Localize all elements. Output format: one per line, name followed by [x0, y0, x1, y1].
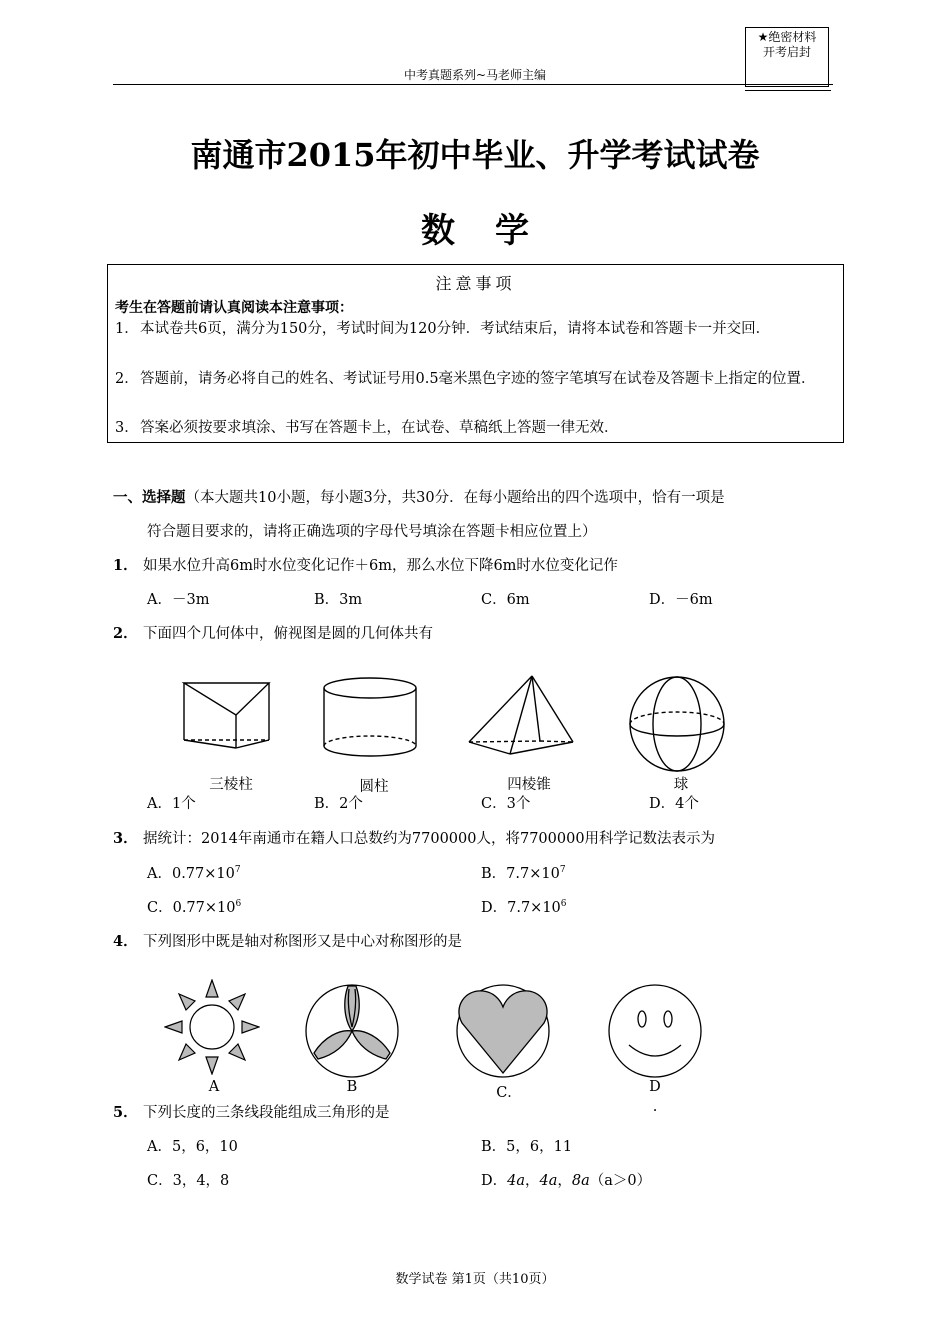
header-series-text: 中考真题系列~马老师主编 — [403, 68, 547, 82]
sphere-figure — [626, 674, 730, 774]
notice-intro: 考生在答题前请认真阅读本注意事项： — [115, 300, 353, 316]
notice-item-text: 答案必须按要求填涂、书写在答题卡上，在试卷、草稿纸上答题一律无效． — [140, 420, 619, 436]
question-4 — [113, 930, 462, 951]
secret-stamp-line2: 开考启封 — [762, 45, 811, 59]
option-a: A．－3m — [147, 592, 210, 608]
figure-caption: 球 — [673, 777, 689, 793]
question-text: 如果水位升高6m时水位变化记作＋6m，那么水位下降6m时水位变化记作 — [143, 558, 618, 574]
secret-stamp — [745, 27, 829, 87]
option-b: B．3m — [314, 592, 363, 608]
question-number: 3． — [113, 830, 138, 847]
question-number: 1． — [113, 557, 138, 574]
figure-caption: 三棱柱 — [209, 777, 253, 793]
propeller-figure — [304, 983, 400, 1079]
cylinder-figure — [320, 674, 424, 762]
notice-item-number: 1． — [115, 321, 139, 337]
question-3 — [113, 827, 715, 848]
question-text: 下面四个几何体中，俯视图是圆的几何体共有 — [143, 626, 433, 642]
option-c: C．3个 — [481, 796, 531, 812]
question-text: 据统计：2014年南通市在籍人口总数约为7700000人，将7700000用科学记数法表示为 — [143, 831, 716, 847]
option-d — [481, 896, 567, 917]
option-exponent: 7 — [559, 865, 566, 876]
secret-stamp-line1: ★绝密材料 — [757, 30, 817, 44]
figure-caption: B — [346, 1079, 358, 1095]
notice-item — [115, 367, 840, 392]
notice-item — [115, 317, 840, 342]
figure-caption: C． — [496, 1085, 522, 1101]
option-base: C．0.77×10 — [147, 900, 236, 916]
exam-subject: 数学 — [421, 211, 569, 251]
figure-caption: 四棱锥 — [507, 777, 551, 793]
option-term: 8a — [571, 1173, 590, 1189]
section-description: （本大题共10小题，每小题3分，共30分．在每小题给出的四个选项中，恰有一项是 — [185, 490, 725, 506]
notice-box — [107, 264, 844, 443]
secret-stamp-underline — [745, 90, 831, 91]
option-exponent: 6 — [560, 899, 567, 910]
option-condition: （a＞0） — [589, 1173, 652, 1189]
option-separator: ， — [557, 1173, 572, 1189]
question-number: 5． — [113, 1104, 138, 1121]
notice-item — [115, 416, 840, 441]
notice-item-number: 2． — [115, 371, 139, 387]
option-a: A．5，6，10 — [147, 1139, 238, 1155]
header-rule — [113, 84, 833, 85]
option-base: B．7.7×10 — [481, 866, 560, 882]
option-exponent: 7 — [234, 865, 241, 876]
option-exponent: 6 — [235, 899, 242, 910]
exam-title: 南通市2015年初中毕业、升学考试试卷 — [190, 136, 760, 174]
notice-item-number: 3． — [115, 420, 139, 436]
option-a — [147, 862, 241, 883]
triangular-prism-figure — [176, 678, 276, 750]
figure-caption: A — [208, 1079, 220, 1095]
option-c: C．3，4，8 — [147, 1173, 230, 1189]
option-base: D．7.7×10 — [481, 900, 561, 916]
option-c: C．6m — [481, 592, 530, 608]
option-prefix: D． — [481, 1173, 508, 1189]
question-number: 2． — [113, 625, 138, 642]
figure-caption: D — [649, 1079, 661, 1095]
option-d: D．4个 — [649, 796, 699, 812]
notice-heading: 注意事项 — [435, 274, 516, 293]
page-footer: 数学试卷 第1页（共10页） — [395, 1272, 555, 1287]
question-text: 下列图形中既是轴对称图形又是中心对称图形的是 — [143, 934, 462, 950]
question-2 — [113, 622, 433, 643]
option-term: 4a — [507, 1173, 526, 1189]
question-number: 4． — [113, 933, 138, 950]
sun-figure — [164, 979, 260, 1075]
section-label: 一、选择题 — [113, 490, 186, 506]
option-a: A．1个 — [147, 796, 196, 812]
stray-period: . — [652, 1099, 658, 1115]
square-pyramid-figure — [465, 672, 577, 762]
section-description-cont: 符合题目要求的，请将正确选项的字母代号填涂在答题卡相应位置上） — [147, 524, 597, 540]
heart-figure — [455, 983, 551, 1079]
question-5 — [113, 1101, 390, 1122]
figure-caption: 圆柱 — [359, 779, 389, 795]
option-d — [481, 1169, 651, 1190]
option-b: B．2个 — [314, 796, 363, 812]
option-separator: ， — [525, 1173, 540, 1189]
notice-item-text: 本试卷共6页，满分为150分，考试时间为120分钟．考试结束后，请将本试卷和答题卡一并交回． — [140, 321, 771, 337]
option-term: 4a — [539, 1173, 558, 1189]
notice-item-text: 答题前，请务必将自己的姓名、考试证号用0.5毫米黑色字迹的签字笔填写在试卷及答题卡上指定的位置． — [140, 371, 816, 387]
option-d: D．－6m — [649, 592, 713, 608]
option-c — [147, 896, 241, 917]
smiley-face-figure — [607, 983, 703, 1079]
question-1 — [113, 554, 618, 575]
option-b — [481, 862, 566, 883]
section-heading — [113, 481, 853, 549]
option-b: B．5，6，11 — [481, 1139, 573, 1155]
option-base: A．0.77×10 — [147, 866, 235, 882]
question-text: 下列长度的三条线段能组成三角形的是 — [143, 1105, 390, 1121]
